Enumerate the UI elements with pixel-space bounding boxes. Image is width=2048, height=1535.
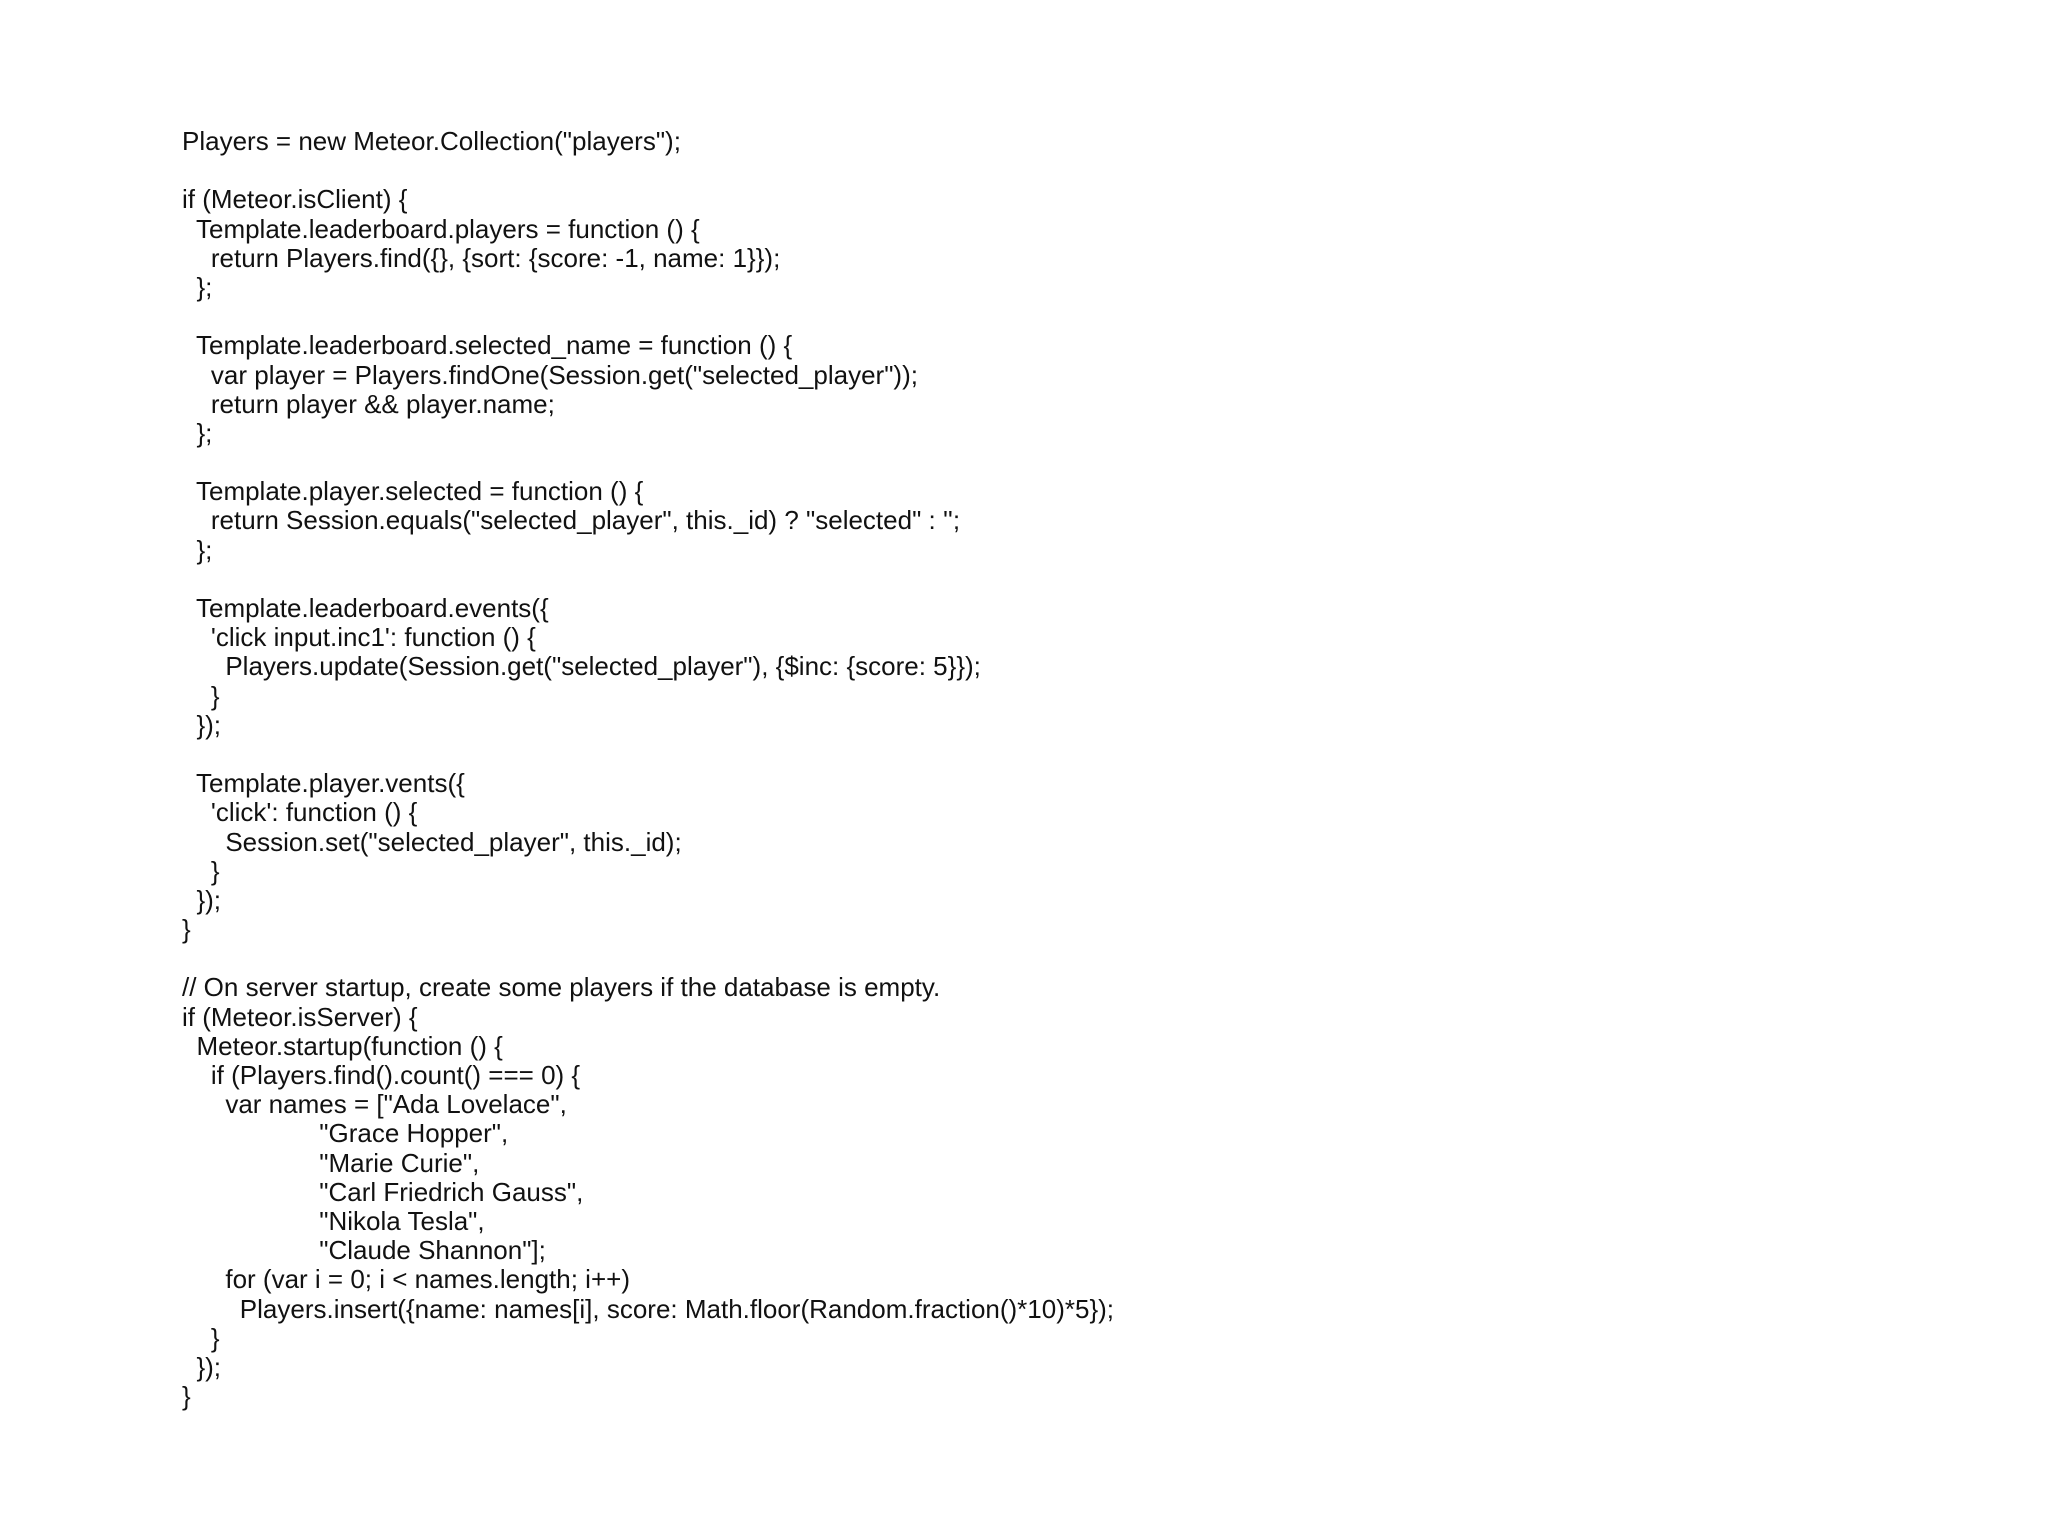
code-line: } bbox=[182, 855, 220, 886]
code-line: Template.leaderboard.players = function () { bbox=[182, 213, 700, 244]
code-line: } bbox=[182, 680, 220, 711]
code-line: } bbox=[182, 1322, 220, 1353]
code-line: // On server startup, create some players if the database is empty. bbox=[182, 972, 941, 1003]
code-line: "Marie Curie", bbox=[182, 1147, 480, 1178]
code-listing bbox=[182, 127, 1114, 1411]
code-line: }); bbox=[182, 709, 222, 740]
code-line: "Nikola Tesla", bbox=[182, 1205, 485, 1236]
code-line: Template.leaderboard.events({ bbox=[182, 593, 549, 623]
code-line: } bbox=[182, 1381, 191, 1412]
code-line: }; bbox=[182, 534, 213, 565]
code-line: "Carl Friedrich Gauss", bbox=[182, 1176, 584, 1207]
code-line bbox=[182, 740, 1114, 769]
code-line: return player && player.name; bbox=[182, 388, 555, 419]
code-line: 'click': function () { bbox=[182, 797, 418, 828]
code-line: Session.set("selected_player", this._id); bbox=[182, 826, 682, 857]
code-line bbox=[182, 302, 1114, 331]
code-line: Players = new Meteor.Collection("players"); bbox=[182, 126, 681, 156]
code-line: Template.leaderboard.selected_name = function () { bbox=[182, 330, 793, 361]
code-line: }; bbox=[182, 417, 213, 448]
code-line: return Session.equals("selected_player", this._id) ? "selected" : ''; bbox=[182, 505, 961, 536]
code-line bbox=[182, 565, 1114, 594]
code-line: var names = ["Ada Lovelace", bbox=[182, 1089, 567, 1120]
code-line: }); bbox=[182, 884, 222, 915]
code-line: if (Meteor.isClient) { bbox=[182, 184, 408, 215]
code-line: Players.insert({name: names[i], score: Math.floor(Random.fraction()*10)*5}); bbox=[182, 1293, 1115, 1324]
code-line: if (Meteor.isServer) { bbox=[182, 1001, 418, 1032]
code-line: "Grace Hopper", bbox=[182, 1118, 509, 1149]
code-line bbox=[182, 448, 1114, 477]
code-line: }); bbox=[182, 1351, 222, 1382]
code-line: Template.player.vents({ bbox=[182, 768, 465, 799]
code-line: } bbox=[182, 914, 191, 945]
code-line: return Players.find({}, {sort: {score: -1, name: 1}}); bbox=[182, 242, 781, 273]
code-line: var player = Players.findOne(Session.get("selected_player")); bbox=[182, 359, 918, 390]
code-line: Players.update(Session.get("selected_player"), {$inc: {score: 5}}); bbox=[182, 651, 981, 682]
code-line: Meteor.startup(function () { bbox=[182, 1030, 503, 1061]
code-line: if (Players.find().count() === 0) { bbox=[182, 1060, 581, 1090]
code-line bbox=[182, 944, 1114, 973]
code-line: Template.player.selected = function () { bbox=[182, 476, 644, 507]
code-line: for (var i = 0; i < names.length; i++) bbox=[182, 1264, 630, 1295]
code-line bbox=[182, 156, 1114, 185]
code-line: 'click input.inc1': function () { bbox=[182, 622, 536, 653]
code-line: "Claude Shannon"]; bbox=[182, 1235, 546, 1266]
code-line: }; bbox=[182, 271, 213, 302]
